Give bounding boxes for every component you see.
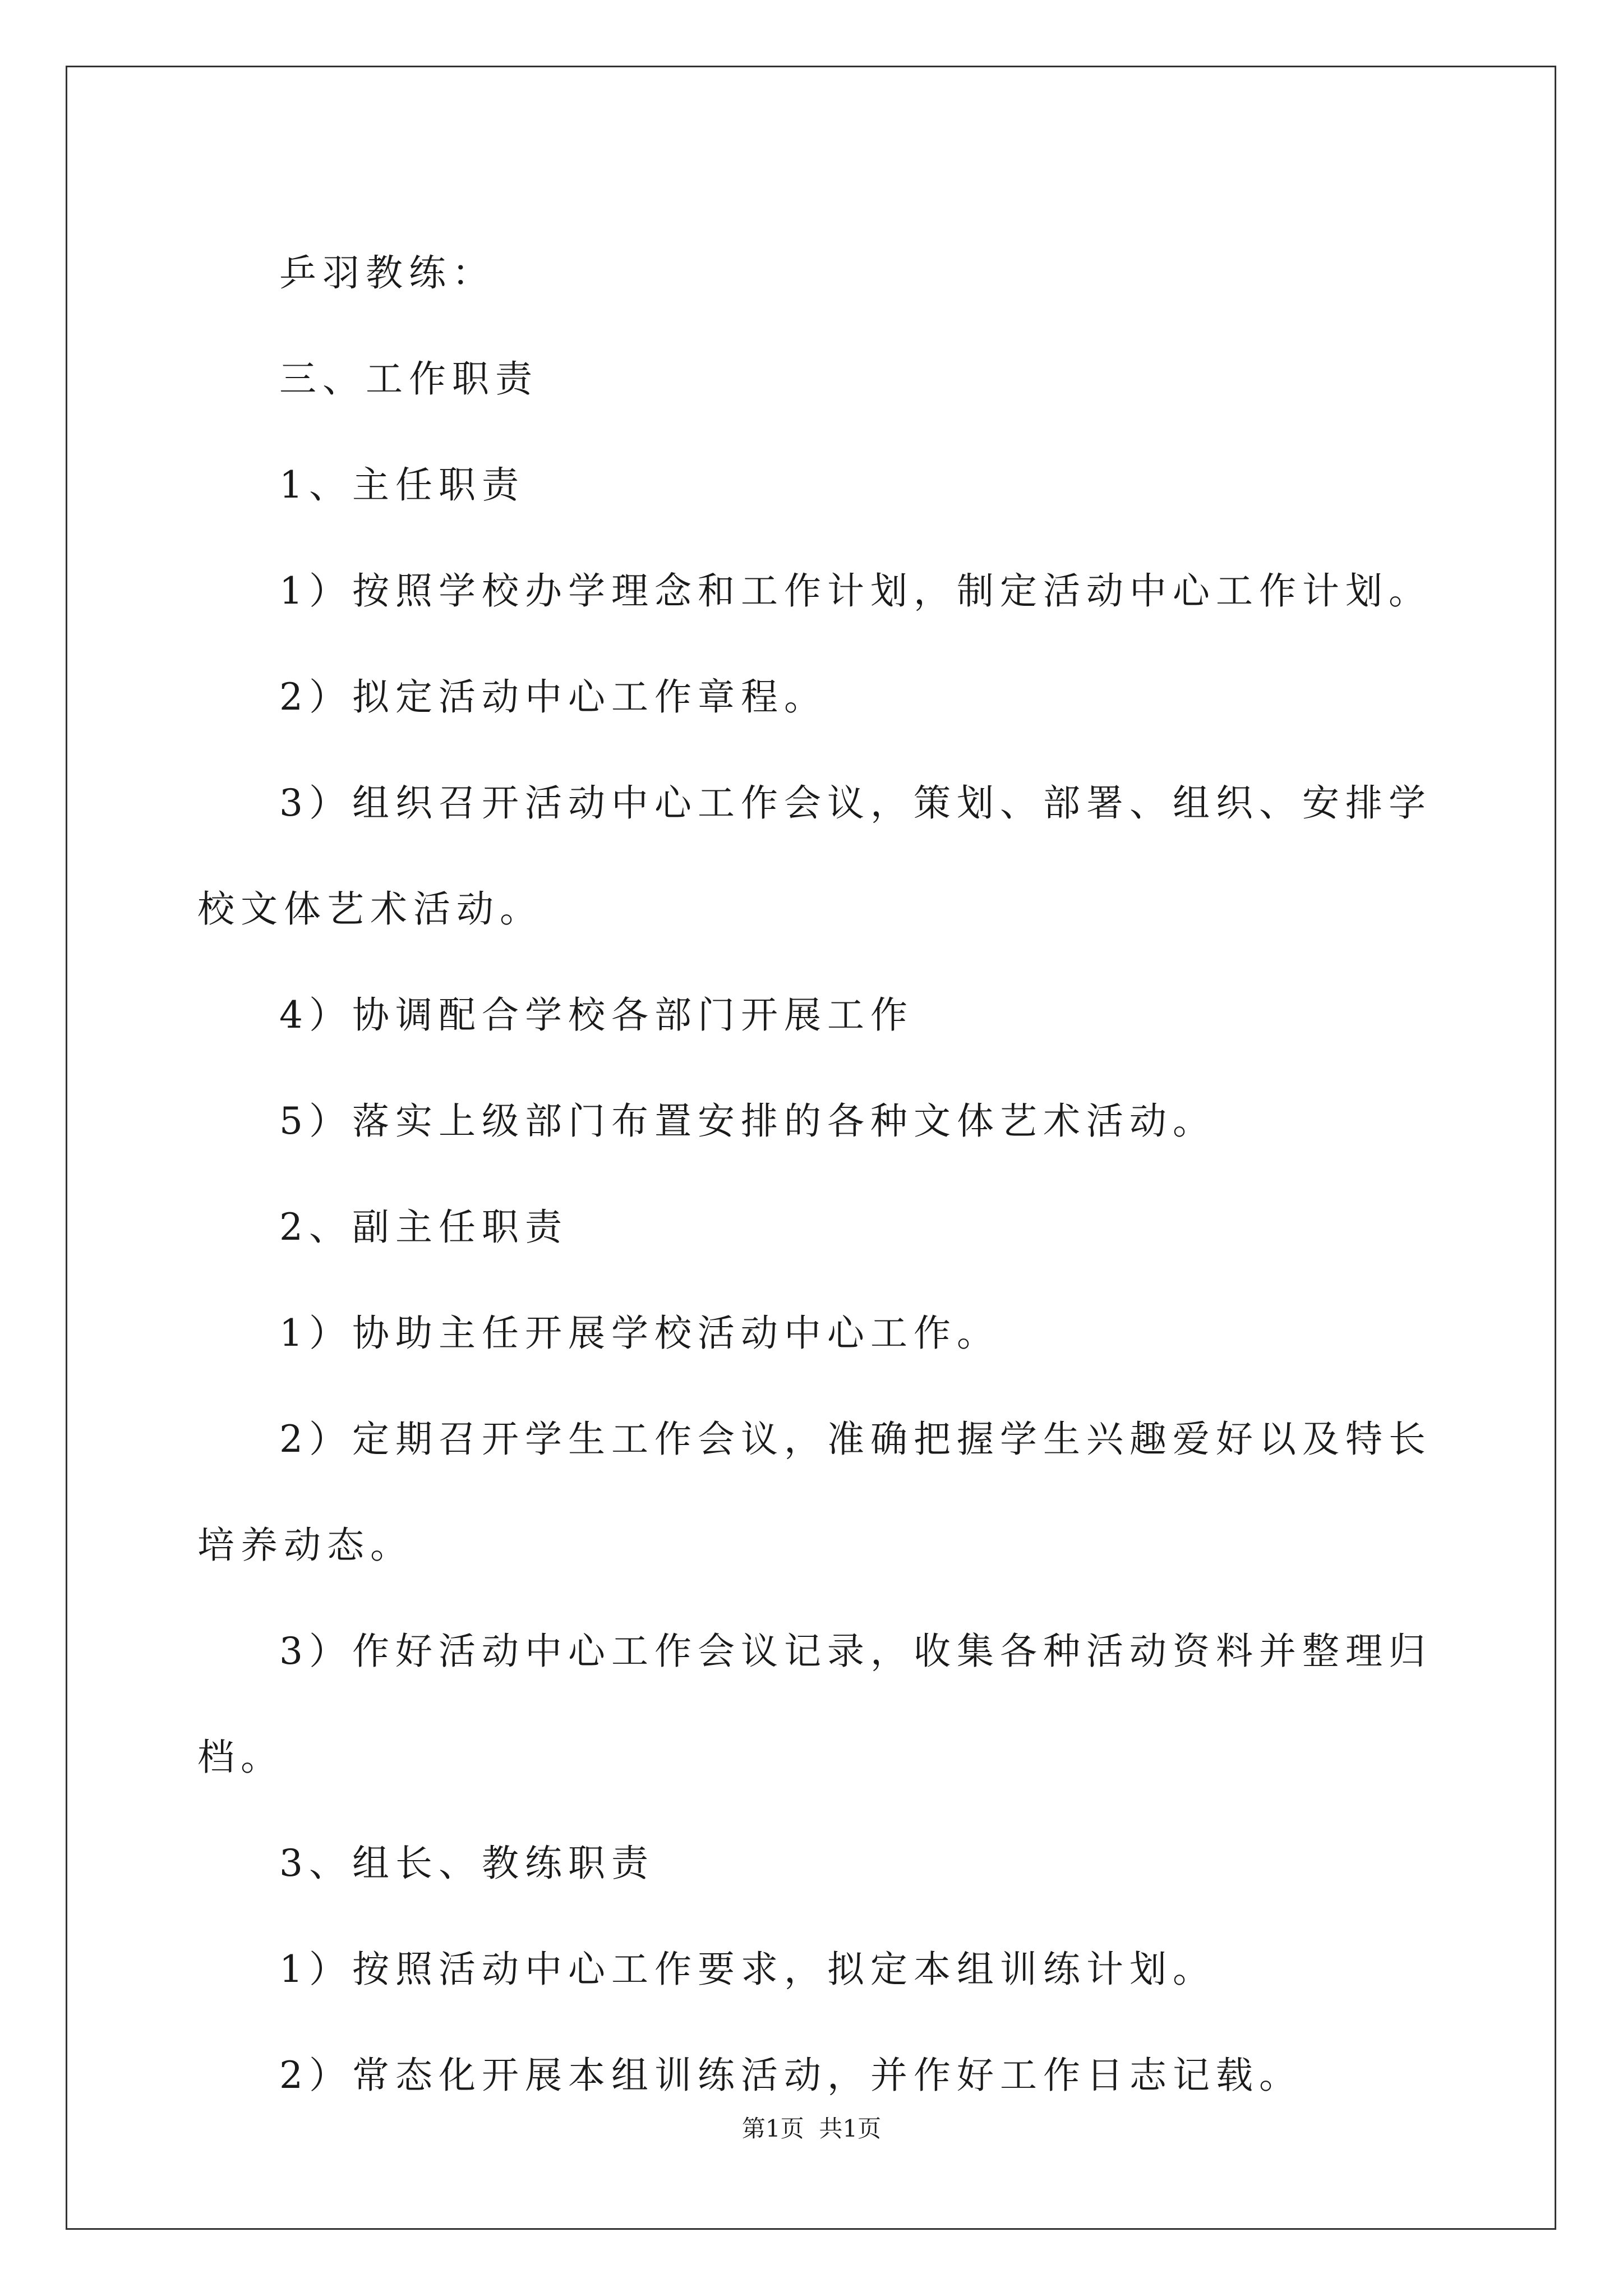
paragraph-deputy-1: 1）协助主任开展学校活动中心工作。: [279, 1312, 1000, 1355]
paragraph-deputy-2: 2）定期召开学生工作会议，准确把握学生兴趣爱好以及特长培养动态。: [197, 1418, 1432, 1567]
paragraph-heading-coach: 乒羽教练：: [279, 251, 495, 295]
subheading-leader-coach-duties: 3、组长、教练职责: [279, 1842, 654, 1885]
subheading-deputy-director-duties: 2、副主任职责: [279, 1205, 568, 1249]
page-number-footer: 第1页 共1页: [741, 2115, 882, 2142]
paragraph-director-4: 4）协调配合学校各部门开展工作: [279, 993, 914, 1037]
document-body: [197, 220, 1459, 2128]
paragraph-director-1: 1）按照学校办学理念和工作计划，制定活动中心工作计划。: [279, 569, 1432, 613]
paragraph-deputy-3: 3）作好活动中心工作会议记录，收集各种活动资料并整理归档。: [197, 1630, 1432, 1779]
paragraph-director-3: 3）组织召开活动中心工作会议，策划、部署、组织、安排学校文体艺术活动。: [197, 781, 1432, 931]
section-heading-duties: 三、工作职责: [279, 357, 538, 401]
paragraph-director-5: 5）落实上级部门布置安排的各种文体艺术活动。: [279, 1099, 1216, 1143]
paragraph-coach-2: 2）常态化开展本组训练活动，并作好工作日志记载。: [279, 2054, 1302, 2097]
subheading-director-duties: 1、主任职责: [279, 463, 525, 507]
paragraph-director-2: 2）拟定活动中心工作章程。: [279, 675, 827, 719]
paragraph-coach-1: 1）按照活动中心工作要求，拟定本组训练计划。: [279, 1948, 1216, 1991]
